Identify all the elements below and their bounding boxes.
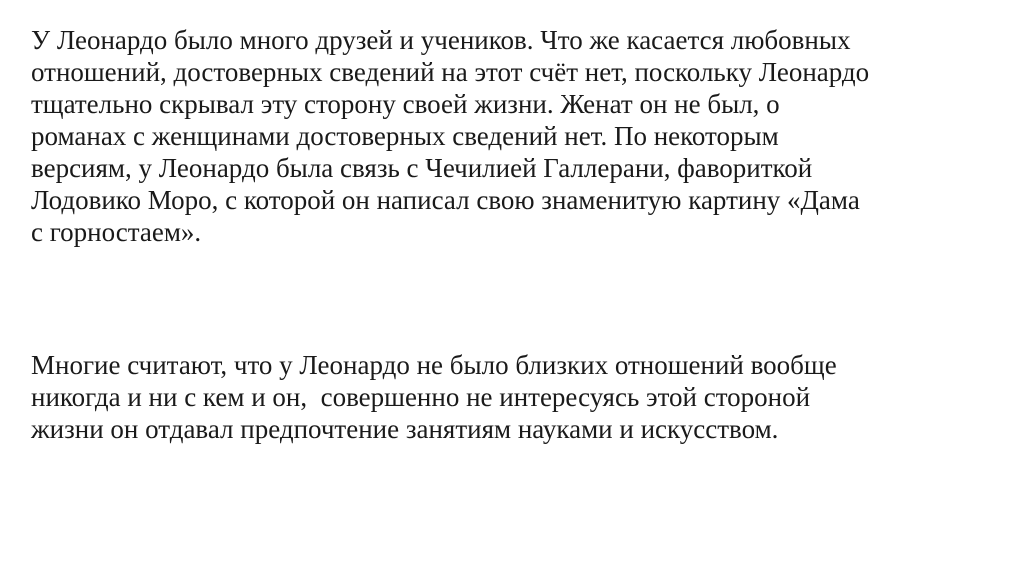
text-line: жизни он отдавал предпочтение занятиям науками и искусством. bbox=[31, 414, 779, 444]
text-line: отношений, достоверных сведений на этот счёт нет, поскольку Леонардо bbox=[31, 57, 870, 87]
text-line: тщательно скрывал эту сторону своей жизни. Женат он не был, о bbox=[31, 89, 780, 119]
text-line: версиям, у Леонардо была связь с Чечилией Галлерани, фавориткой bbox=[31, 153, 813, 183]
text-line: с горностаем». bbox=[31, 217, 202, 247]
text-line: У Леонардо было много друзей и учеников. Что же касается любовных bbox=[31, 25, 851, 55]
text-line: никогда и ни с кем и он, совершенно не интересуясь этой стороной bbox=[31, 382, 811, 412]
text-line: романах с женщинами достоверных сведений нет. По некоторым bbox=[31, 121, 779, 151]
text-line: Многие считают, что у Леонардо не было близких отношений вообще bbox=[31, 350, 837, 380]
paragraph-leonardo-relationships bbox=[31, 24, 869, 248]
paragraph-leonardo-opinions bbox=[31, 349, 837, 445]
text-line: Лодовико Моро, с которой он написал свою знаменитую картину «Дама bbox=[31, 185, 860, 215]
